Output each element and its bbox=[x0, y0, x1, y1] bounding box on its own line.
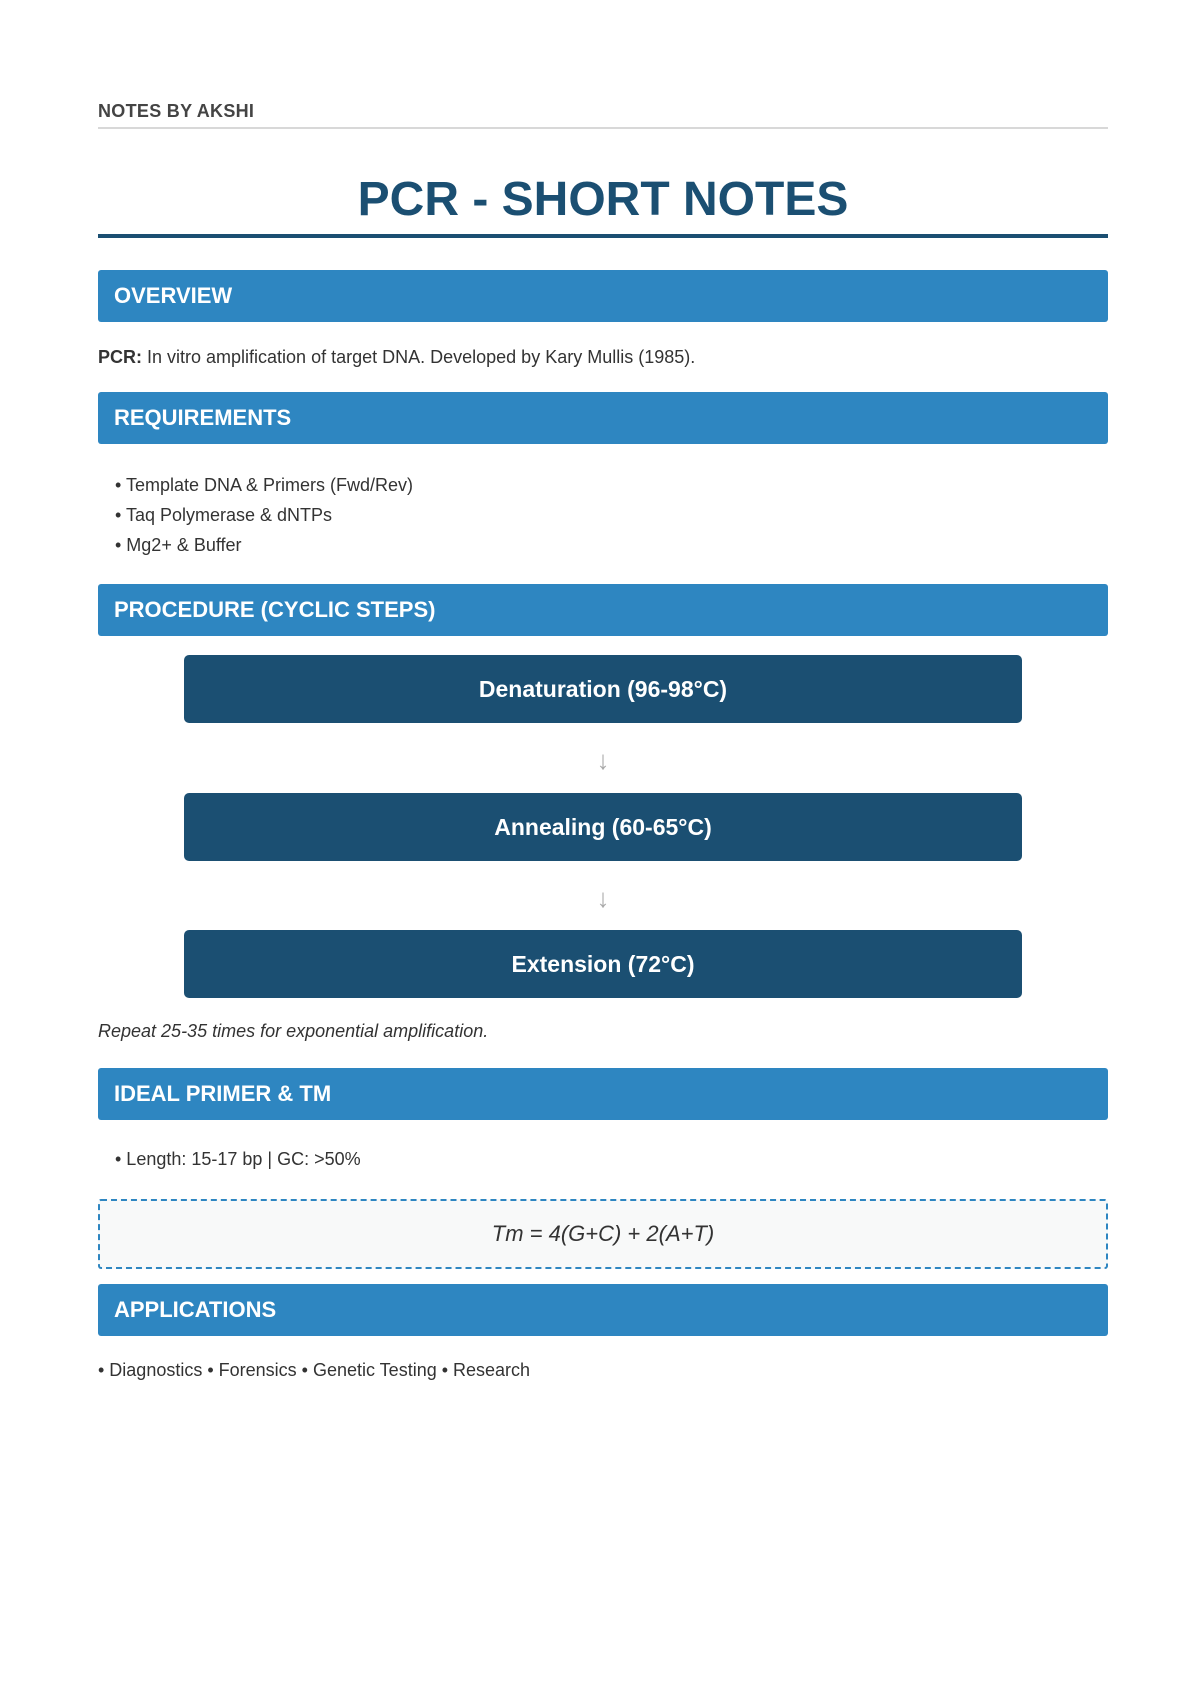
section-procedure-heading: PROCEDURE (CYCLIC STEPS) bbox=[98, 584, 1108, 636]
section-requirements-heading: REQUIREMENTS bbox=[98, 392, 1108, 444]
list-item: • Template DNA & Primers (Fwd/Rev) bbox=[115, 475, 414, 495]
tm-formula-box bbox=[98, 1199, 1108, 1269]
list-item: • Taq Polymerase & dNTPs bbox=[115, 505, 333, 525]
section-overview-heading: OVERVIEW bbox=[98, 270, 1108, 322]
tm-formula: Tm = 4(G+C) + 2(A+T) bbox=[491, 1221, 715, 1246]
step-annealing: Annealing (60-65°C) bbox=[184, 793, 1022, 861]
down-arrow-icon: ↓ bbox=[596, 745, 610, 775]
header-divider bbox=[98, 127, 1108, 129]
applications-list: • Diagnostics • Forensics • Genetic Testing • Research bbox=[98, 1360, 531, 1380]
overview-term: PCR: bbox=[98, 347, 142, 367]
section-applications-heading: APPLICATIONS bbox=[98, 1284, 1108, 1336]
step-denaturation: Denaturation (96-98°C) bbox=[184, 655, 1022, 723]
step-extension: Extension (72°C) bbox=[184, 930, 1022, 998]
page-title: PCR - SHORT NOTES bbox=[357, 173, 849, 226]
list-item: • Mg2+ & Buffer bbox=[115, 535, 242, 555]
primer-item: • Length: 15-17 bp | GC: >50% bbox=[115, 1149, 361, 1169]
title-divider bbox=[98, 234, 1108, 238]
header-label: NOTES BY AKSHI bbox=[98, 101, 255, 121]
section-primer-heading: IDEAL PRIMER & TM bbox=[98, 1068, 1108, 1120]
requirements-list bbox=[115, 470, 413, 560]
down-arrow-icon: ↓ bbox=[596, 883, 610, 913]
overview-definition: In vitro amplification of target DNA. Developed by Kary Mullis (1985). bbox=[142, 347, 696, 367]
procedure-note: Repeat 25-35 times for exponential amplification. bbox=[98, 1021, 489, 1041]
overview-text bbox=[98, 345, 695, 369]
